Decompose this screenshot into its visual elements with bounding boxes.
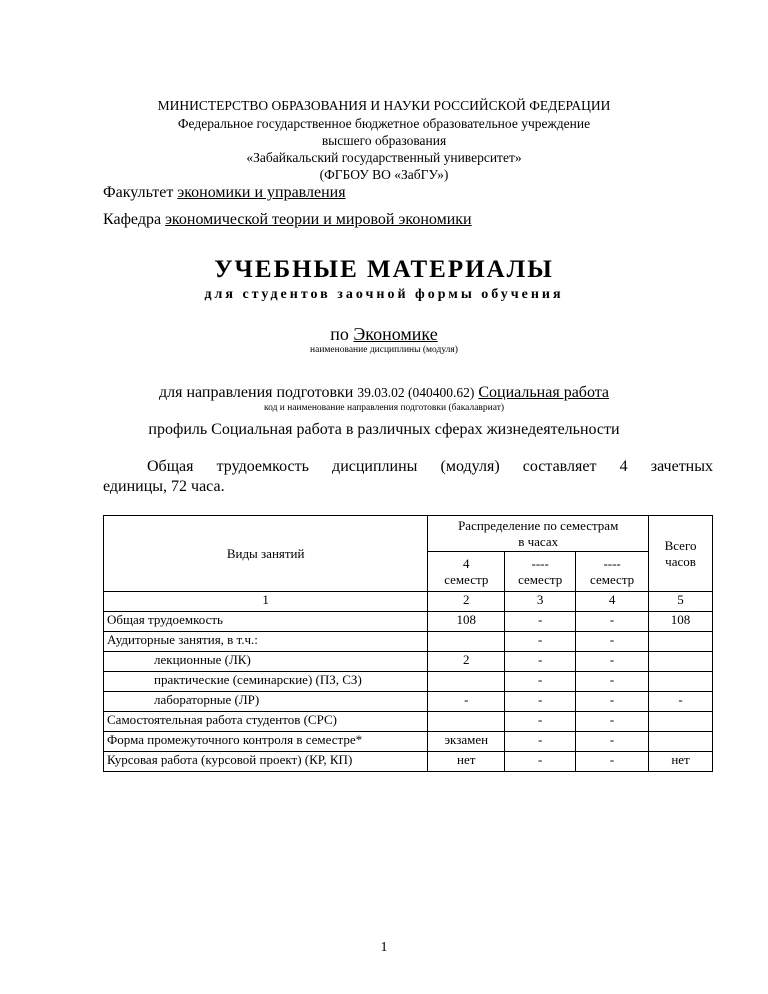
semester-2-cell: - xyxy=(505,752,576,772)
semester-1-cell xyxy=(428,712,505,732)
header-distribution-line-1: Распределение по семестрам xyxy=(458,517,619,533)
workload-line-1: Общая трудоемкость дисциплины (модуля) составляет 4 зачетных xyxy=(147,458,713,475)
total-cell xyxy=(649,732,713,752)
semester-1-cell: - xyxy=(428,692,505,712)
header-total-line-2: часов xyxy=(665,553,696,569)
semester-3-cell: - xyxy=(576,712,649,732)
col-number: 1 xyxy=(104,592,428,612)
semester-2-cell: - xyxy=(505,712,576,732)
header-semester-3 xyxy=(576,552,649,592)
header-distribution xyxy=(428,516,649,552)
semester-3-num: ---- xyxy=(603,555,621,571)
semester-2-cell: - xyxy=(505,692,576,712)
semester-1-cell xyxy=(428,672,505,692)
semester-3-cell: - xyxy=(576,692,649,712)
institution-line-1: Федеральное государственное бюджетное образовательное учреждение xyxy=(177,116,591,131)
semester-2-cell: - xyxy=(505,652,576,672)
semester-2-cell: - xyxy=(505,632,576,652)
profile-line: профиль Социальная работа в различных сферах жизнедеятельности xyxy=(148,421,620,438)
table-body xyxy=(104,612,713,772)
discipline-value: Экономике xyxy=(353,324,438,344)
semester-3-cell: - xyxy=(576,672,649,692)
direction-prefix: для направления подготовки xyxy=(158,384,354,401)
total-cell xyxy=(649,712,713,732)
department-line xyxy=(103,211,472,229)
document-title: УЧЕБНЫЕ МАТЕРИАЛЫ xyxy=(214,256,554,283)
department-value: экономической теории и мировой экономики xyxy=(165,211,472,228)
header-activity-types: Виды занятий xyxy=(104,516,428,592)
semester-2-num: ---- xyxy=(531,555,549,571)
direction-value: Социальная работа xyxy=(478,384,610,401)
row-name-cell: Курсовая работа (курсовой проект) (КР, КП) xyxy=(104,752,428,772)
row-name-cell: лабораторные (ЛР) xyxy=(104,692,428,712)
semester-1-cell: 2 xyxy=(428,652,505,672)
semester-1-label: семестр xyxy=(444,571,489,587)
ministry-line: МИНИСТЕРСТВО ОБРАЗОВАНИЯ И НАУКИ РОССИЙСКОЙ ФЕДЕРАЦИИ xyxy=(157,98,611,113)
workload-line-2: единицы, 72 часа. xyxy=(103,478,225,495)
semester-1-cell: экзамен xyxy=(428,732,505,752)
total-cell: 108 xyxy=(649,612,713,632)
header-total xyxy=(649,516,713,592)
semester-1-num: 4 xyxy=(463,555,470,571)
direction-caption: код и наименование направления подготовки (бакалавриат) xyxy=(263,403,505,413)
semester-1-cell: 108 xyxy=(428,612,505,632)
table-row xyxy=(104,632,713,652)
direction-line xyxy=(0,384,768,402)
faculty-label: Факультет xyxy=(103,184,174,201)
row-name-cell: Форма промежуточного контроля в семестре* xyxy=(104,732,428,752)
total-cell: нет xyxy=(649,752,713,772)
total-cell xyxy=(649,672,713,692)
table-row xyxy=(104,652,713,672)
semester-3-cell: - xyxy=(576,652,649,672)
table-row xyxy=(104,692,713,712)
table-row xyxy=(104,712,713,732)
table-row xyxy=(104,612,713,632)
semester-3-cell: - xyxy=(576,752,649,772)
column-number-row xyxy=(104,592,713,612)
row-name-cell: Аудиторные занятия, в т.ч.: xyxy=(104,632,428,652)
semester-3-cell: - xyxy=(576,612,649,632)
university-name: «Забайкальский государственный университет» xyxy=(246,150,522,165)
header-distribution-line-2: в часах xyxy=(518,533,559,549)
table-row xyxy=(104,672,713,692)
discipline-prefix: по xyxy=(330,324,349,344)
row-name-cell: лекционные (ЛК) xyxy=(104,652,428,672)
total-cell: - xyxy=(649,692,713,712)
hours-table xyxy=(103,515,713,772)
semester-2-cell: - xyxy=(505,612,576,632)
row-name-cell: практические (семинарские) (ПЗ, СЗ) xyxy=(104,672,428,692)
header-total-line-1: Всего xyxy=(664,537,697,553)
semester-3-cell: - xyxy=(576,732,649,752)
institution-line-2: высшего образования xyxy=(321,133,447,148)
semester-3-label: семестр xyxy=(590,571,635,587)
faculty-value: экономики и управления xyxy=(177,184,346,201)
row-name-cell: Общая трудоемкость xyxy=(104,612,428,632)
semester-2-cell: - xyxy=(505,672,576,692)
table-row xyxy=(104,732,713,752)
header-semester-2 xyxy=(505,552,576,592)
discipline-caption: наименование дисциплины (модуля) xyxy=(310,345,458,355)
table-row xyxy=(104,752,713,772)
semester-2-cell: - xyxy=(505,732,576,752)
semester-1-cell xyxy=(428,632,505,652)
faculty-line xyxy=(103,184,346,202)
semester-2-label: семестр xyxy=(518,571,563,587)
page-number: 1 xyxy=(380,940,388,955)
department-label: Кафедра xyxy=(103,211,162,228)
semester-3-cell: - xyxy=(576,632,649,652)
direction-code: 39.03.02 (040400.62) xyxy=(357,385,475,400)
header-semester-1 xyxy=(428,552,505,592)
university-abbr: (ФГБОУ ВО «ЗабГУ») xyxy=(319,167,449,182)
col-number: 3 xyxy=(505,592,576,612)
document-subtitle: для студентов заочной формы обучения xyxy=(204,287,564,302)
total-cell xyxy=(649,632,713,652)
col-number: 5 xyxy=(649,592,713,612)
col-number: 4 xyxy=(576,592,649,612)
semester-1-cell: нет xyxy=(428,752,505,772)
col-number: 2 xyxy=(428,592,505,612)
row-name-cell: Самостоятельная работа студентов (СРС) xyxy=(104,712,428,732)
discipline-line xyxy=(0,324,768,345)
total-cell xyxy=(649,652,713,672)
